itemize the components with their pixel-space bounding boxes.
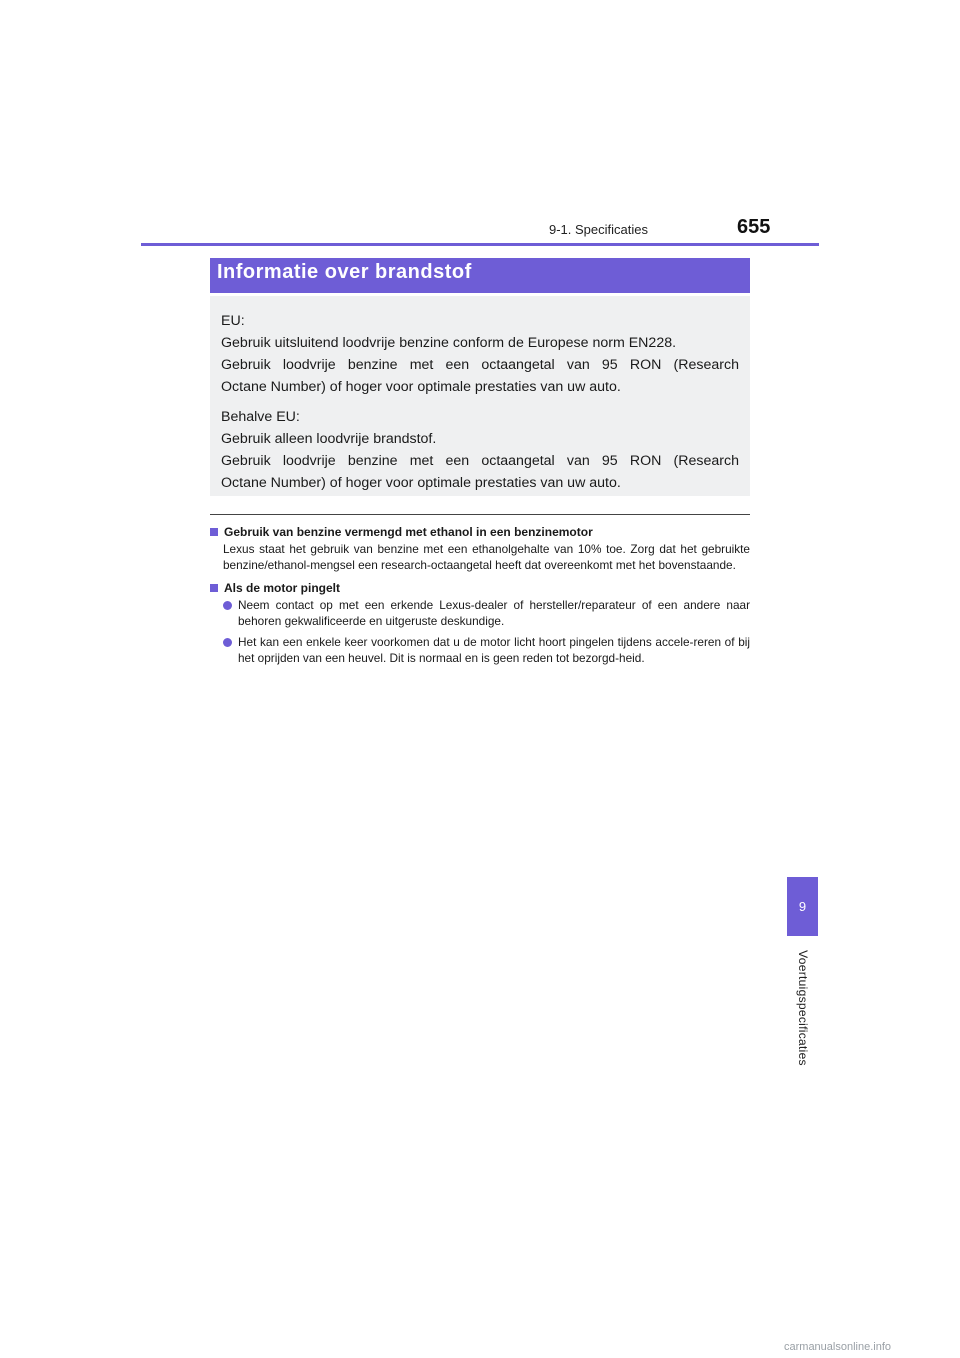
knock-heading-text: Als de motor pingelt xyxy=(224,581,341,595)
ethanol-note-text: Lexus staat het gebruik van benzine met een ethanolgehalte van 10% toe. Zorg dat het gebruikte benzine/ethanol-mengsel een research-octaangetal heeft dat overeenkomt met het bovenstaande. xyxy=(223,542,750,572)
chapter-label: Voertuigspecificaties xyxy=(796,950,810,1066)
section-header: 9-1. Specificaties xyxy=(549,222,648,237)
square-bullet-icon xyxy=(210,584,218,592)
eu-line-1: Gebruik uitsluitend loodvrije benzine conform de Europese norm EN228. xyxy=(221,335,677,351)
header-rule xyxy=(141,243,819,246)
round-bullet-icon xyxy=(223,638,232,647)
non-eu-line-1: Gebruik alleen loodvrije brandstof. xyxy=(221,431,437,447)
eu-line-2a: Gebruik loodvrije benzine met een octaangetal van 95 RON (Research xyxy=(221,357,739,373)
notes-rule xyxy=(210,514,750,515)
fuel-info-box xyxy=(210,296,750,496)
non-eu-label: Behalve EU: xyxy=(221,409,300,425)
spacer xyxy=(221,398,739,406)
knock-bullet-1 xyxy=(223,598,750,629)
knock-bullet-2 xyxy=(223,635,750,666)
non-eu-line-2b: Octane Number) of hoger voor optimale prestaties van uw auto. xyxy=(221,475,621,491)
knock-bullet-2-text: Het kan een enkele keer voorkomen dat u de motor licht hoort pingelen tijdens accele-reren of bij het oprijden van een heuvel. Dit is normaal en is geen reden tot bezorgd-heid. xyxy=(238,635,750,665)
eu-line-2b: Octane Number) of hoger voor optimale prestaties van uw auto. xyxy=(221,379,621,395)
knock-note-heading xyxy=(210,581,750,595)
ethanol-heading-text: Gebruik van benzine vermengd met ethanol in een benzinemotor xyxy=(224,525,593,539)
watermark: carmanualsonline.info xyxy=(784,1341,892,1353)
eu-label: EU: xyxy=(221,313,245,329)
round-bullet-icon xyxy=(223,601,232,610)
page-number: 655 xyxy=(737,216,771,238)
notes xyxy=(210,525,750,672)
ethanol-note-heading xyxy=(210,525,750,539)
knock-bullet-1-text: Neem contact op met een erkende Lexus-dealer of hersteller/reparateur of een andere naar behoren gekwalificeerde en uitgeruste deskundige. xyxy=(238,598,750,628)
non-eu-line-2a: Gebruik loodvrije benzine met een octaangetal van 95 RON (Research xyxy=(221,453,739,469)
section-title: Informatie over brandstof xyxy=(210,258,750,293)
chapter-tab[interactable]: 9 xyxy=(787,877,818,936)
square-bullet-icon xyxy=(210,528,218,536)
